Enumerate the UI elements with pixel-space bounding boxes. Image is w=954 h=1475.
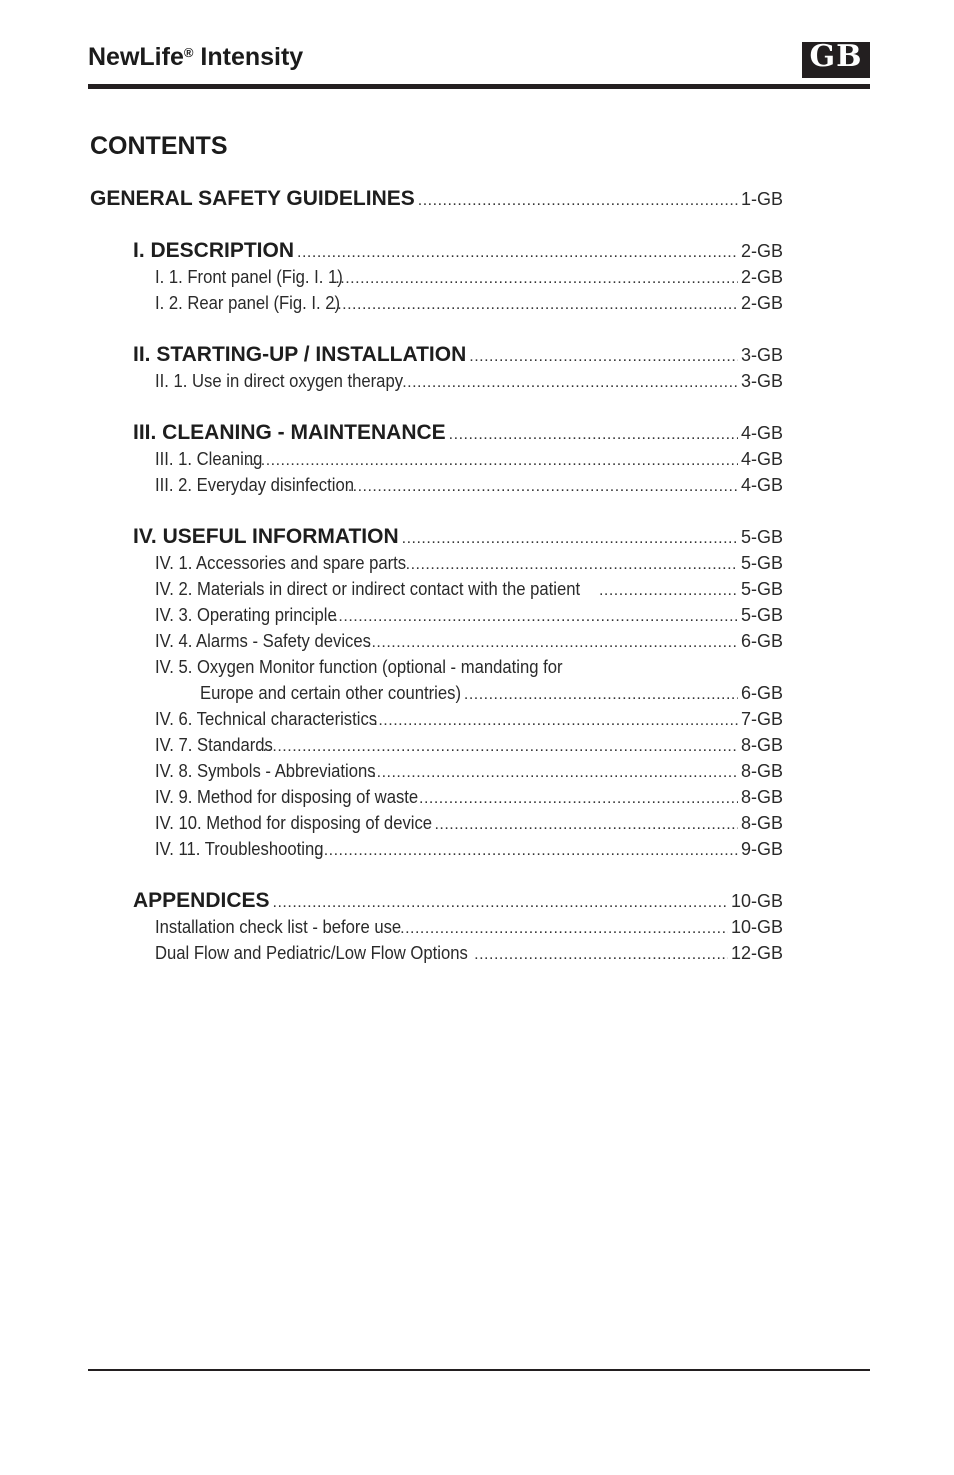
- dot-leader: [400, 920, 728, 938]
- toc-page: 12-GB: [730, 943, 783, 963]
- toc-page: 8-GB: [740, 787, 783, 807]
- toc-entry-cleaning-maintenance[interactable]: [133, 421, 783, 447]
- toc-page: 4-GB: [740, 423, 783, 443]
- dot-leader: [402, 530, 738, 548]
- dot-leader: [314, 842, 738, 860]
- toc-label: II. 1. Use in direct oxygen therapy: [155, 370, 404, 391]
- dot-leader: [332, 296, 738, 314]
- toc-page: 1-GB: [740, 189, 783, 209]
- dot-leader: [335, 270, 738, 288]
- toc-page: 8-GB: [740, 761, 783, 781]
- toc-page: 2-GB: [740, 241, 783, 261]
- toc-page: 8-GB: [740, 735, 783, 755]
- dot-leader: [464, 686, 738, 704]
- toc-page: 7-GB: [740, 709, 783, 729]
- page-header: [88, 40, 870, 90]
- toc-label: IV. 11. Troubleshooting: [155, 838, 324, 859]
- toc-entry-oxygen-monitor-line1[interactable]: IV. 5. Oxygen Monitor function (optional - mandating for: [155, 656, 563, 677]
- language-badge: GB: [802, 42, 870, 78]
- dot-leader: [329, 608, 738, 626]
- dot-leader: [418, 192, 738, 210]
- toc-label: IV. 3. Operating principle: [155, 604, 337, 625]
- toc-page: 4-GB: [740, 475, 783, 495]
- dot-leader: [258, 738, 738, 756]
- toc-entry-general-safety[interactable]: [90, 187, 783, 213]
- dot-leader: [469, 348, 738, 366]
- toc-entry-standards[interactable]: [155, 734, 783, 760]
- toc-label: III. 2. Everyday disinfection: [155, 474, 354, 495]
- toc-page: 5-GB: [740, 605, 783, 625]
- toc-page: 6-GB: [740, 683, 783, 703]
- toc-entry-troubleshooting[interactable]: [155, 838, 783, 864]
- toc-page: 9-GB: [740, 839, 783, 859]
- toc-label: IV. 2. Materials in direct or indirect contact with the patient: [155, 578, 581, 599]
- page-title: CONTENTS: [90, 132, 228, 160]
- toc-entry-starting-up[interactable]: [133, 343, 783, 369]
- toc-label: GENERAL SAFETY GUIDELINES: [90, 187, 415, 210]
- toc-entry-disposing-waste[interactable]: [155, 786, 783, 812]
- toc-label: IV. 9. Method for disposing of waste: [155, 786, 419, 807]
- dot-leader: [434, 816, 738, 834]
- toc-label: APPENDICES: [133, 889, 270, 912]
- toc-entry-disposing-device[interactable]: [155, 812, 783, 838]
- toc-page: 6-GB: [740, 631, 783, 651]
- toc-label: II. STARTING-UP / INSTALLATION: [133, 343, 467, 366]
- toc-entry-disinfection[interactable]: [155, 474, 783, 500]
- toc-page: 4-GB: [740, 449, 783, 469]
- brand-name: NewLife: [88, 43, 184, 71]
- dot-leader: [474, 946, 728, 964]
- toc-label: IV. 7. Standards: [155, 734, 273, 755]
- toc-label: IV. 1. Accessories and spare parts: [155, 552, 407, 573]
- toc-page: 5-GB: [740, 553, 783, 573]
- toc-label: IV. 10. Method for disposing of device: [155, 812, 433, 833]
- toc-label: I. 2. Rear panel (Fig. I. 2): [155, 292, 341, 313]
- toc-entry-dual-flow[interactable]: [155, 942, 783, 968]
- toc-label: I. 1. Front panel (Fig. I. 1): [155, 266, 343, 287]
- toc-entry-useful-information[interactable]: [133, 525, 783, 551]
- toc-entry-materials[interactable]: [155, 578, 783, 604]
- toc-entry-alarms[interactable]: [155, 630, 783, 656]
- brand-suffix: Intensity: [193, 43, 304, 71]
- toc-entry-operating-principle[interactable]: [155, 604, 783, 630]
- toc-label: III. CLEANING - MAINTENANCE: [133, 421, 446, 444]
- dot-leader: [273, 894, 728, 912]
- toc-page: 2-GB: [740, 293, 783, 313]
- toc-page: 5-GB: [740, 579, 783, 599]
- toc-entry-front-panel[interactable]: [155, 266, 783, 292]
- toc-label: IV. 4. Alarms - Safety devices: [155, 630, 371, 651]
- toc-label: III. 1. Cleaning: [155, 448, 263, 469]
- toc-entry-description[interactable]: [133, 239, 783, 265]
- dot-leader: [348, 478, 738, 496]
- toc-page: 10-GB: [730, 891, 783, 911]
- toc-page: 3-GB: [740, 371, 783, 391]
- toc-page: 2-GB: [740, 267, 783, 287]
- dot-leader: [419, 790, 738, 808]
- toc-entry-appendices[interactable]: [133, 889, 783, 915]
- header-divider: [88, 84, 870, 89]
- toc-page: 5-GB: [740, 527, 783, 547]
- toc-label: Installation check list - before use: [155, 916, 402, 937]
- toc-entry-rear-panel[interactable]: [155, 292, 783, 318]
- dot-leader: [406, 556, 738, 574]
- dot-leader: [402, 374, 738, 392]
- toc-label: Europe and certain other countries): [200, 682, 462, 703]
- toc-label: Dual Flow and Pediatric/Low Flow Options: [155, 942, 468, 963]
- footer-divider: [88, 1369, 870, 1371]
- toc-page: 8-GB: [740, 813, 783, 833]
- dot-leader: [449, 426, 738, 444]
- toc-label: IV. 6. Technical characteristics: [155, 708, 378, 729]
- dot-leader: [373, 712, 738, 730]
- dot-leader: [297, 244, 738, 262]
- toc-entry-direct-oxygen[interactable]: [155, 370, 783, 396]
- toc-entry-technical-characteristics[interactable]: [155, 708, 783, 734]
- toc-page: 10-GB: [730, 917, 783, 937]
- dot-leader: [599, 582, 738, 600]
- toc-label: IV. 8. Symbols - Abbreviations: [155, 760, 376, 781]
- toc-entry-installation-checklist[interactable]: [155, 916, 783, 942]
- dot-leader: [246, 452, 738, 470]
- toc-entry-cleaning[interactable]: [155, 448, 783, 474]
- toc-label: IV. USEFUL INFORMATION: [133, 525, 399, 548]
- dot-leader: [372, 764, 738, 782]
- registered-mark: ®: [183, 45, 194, 60]
- dot-leader: [367, 634, 738, 652]
- toc-page: 3-GB: [740, 345, 783, 365]
- toc-label: I. DESCRIPTION: [133, 239, 295, 262]
- toc-entry-oxygen-monitor[interactable]: [200, 682, 783, 708]
- toc-entry-accessories[interactable]: [155, 552, 783, 578]
- toc-entry-symbols[interactable]: [155, 760, 783, 786]
- brand-title: [88, 43, 303, 72]
